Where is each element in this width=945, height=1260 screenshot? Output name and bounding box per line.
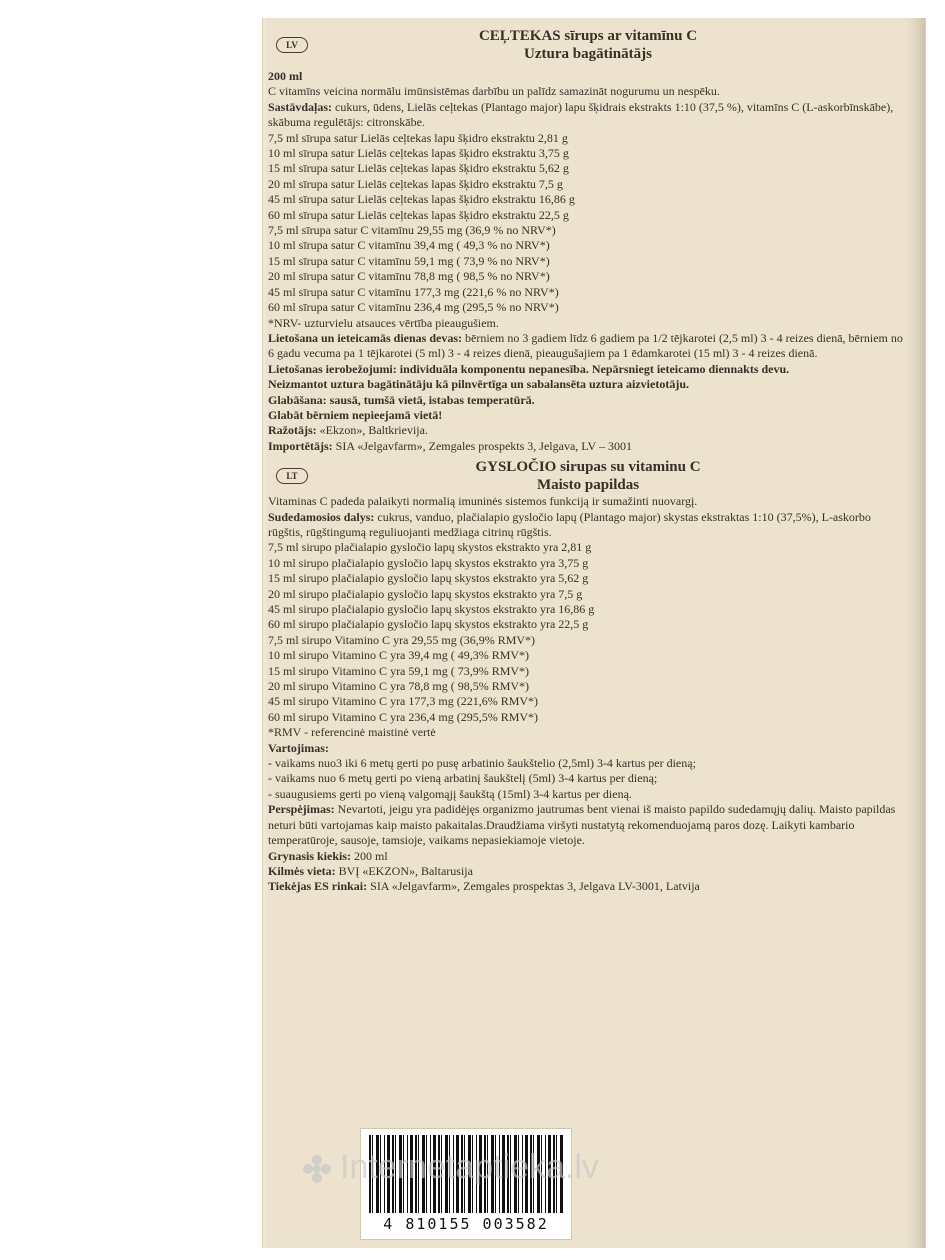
lt-claim: Vitaminas C padeda palaikyti normalią imuninės sistemos funkciją ir sumažinti nuovargį. [268, 494, 698, 509]
lv-warning: Neizmantot uztura bagātinātāju kā pilnvērtīga un sabalansēta uztura aizvietotāju. [268, 377, 689, 392]
lt-title: GYSLOČIO sirupas su vitaminu C [475, 459, 701, 476]
lv-line: 45 ml sīrupa satur Lielās ceļtekas lapas šķidro ekstraktu 16,86 g [268, 192, 575, 207]
lv-ingredients: Sastāvdaļas: cukurs, ūdens, Lielās ceļtekas (Plantago major) lapu šķidrais ekstrakts 1:10 (37,5 %), vitamīns C (L-askorbīnskābe), skābuma regulētājs: citronskābe. [268, 99, 894, 130]
lv-usage: Lietošana un ieteicamās dienas devas: bērniem no 3 gadiem līdz 6 gadiem pa 1/2 tējkarotei (2,5 ml) 3 - 4 reizes dienā, bērniem no 6 gadu vecuma pa 1 tējkarotei (5 ml) 3 - 4 reizes dienā, pieaugušajiem pa 1 ēdamkarotei (15 ml) 3 - 4 reizes dienā. [268, 330, 903, 361]
lt-line: 15 ml sirupo plačialapio gysločio lapų skystos ekstrakto yra 5,62 g [268, 571, 589, 586]
lt-line: 15 ml sirupo Vitamino C yra 59,1 mg ( 73,9% RMV*) [268, 663, 530, 678]
lv-line: 15 ml sīrupa satur Lielās ceļtekas lapas šķidro ekstraktu 5,62 g [268, 161, 569, 176]
label-text [268, 24, 908, 895]
lt-usage-line: - vaikams nuo 6 metų gerti po vieną arbatinį šaukštelį (5ml) 3-4 kartus per dieną; [268, 771, 658, 786]
lt-subtitle: Maisto papildas [536, 477, 640, 494]
watermark-text: Internetaptieka.lv [340, 1148, 599, 1186]
lt-line: 45 ml sirupo Vitamino C yra 177,3 mg (221,6% RMV*) [268, 694, 539, 709]
lv-line: 60 ml sīrupa satur Lielās ceļtekas lapas šķidro ekstraktu 22,5 g [268, 207, 569, 222]
lv-line: *NRV- uzturvielu atsauces vērtība pieaugušiem. [268, 315, 499, 330]
lt-line: 10 ml sirupo plačialapio gysločio lapų skystos ekstrakto yra 3,75 g [268, 555, 589, 570]
lv-line: 45 ml sīrupa satur C vitamīnu 177,3 mg (221,6 % no NRV*) [268, 284, 559, 299]
lt-line: 7,5 ml sirupo plačialapio gysločio lapų skystos ekstrakto yra 2,81 g [268, 540, 592, 555]
lt-warning: Perspėjimas: Nevartoti, jeigu yra padidėjęs organizmo jautrumas bent vienai iš maisto papildo sudedamųjų dalių. Maisto papildas neturi būti vartojamas kaip maisto pakaitalas.Draudžiama viršyti nustatytą rekomenduojamą paros dozę. Laikyti kambario temperatūroje, sausoje, tamsioje, vaikams nepasiekiamoje vietoje. [268, 802, 896, 848]
lv-line: 10 ml sīrupa satur C vitamīnu 39,4 mg ( 49,3 % no NRV*) [268, 238, 550, 253]
lt-line: 20 ml sirupo plačialapio gysločio lapų skystos ekstrakto yra 7,5 g [268, 586, 583, 601]
lv-storage: Glabāšana: sausā, tumšā vietā, istabas temperatūrā. [268, 392, 535, 407]
lv-line: 15 ml sīrupa satur C vitamīnu 59,1 mg ( 73,9 % no NRV*) [268, 253, 550, 268]
lv-line: 20 ml sīrupa satur Lielās ceļtekas lapas šķidro ekstraktu 7,5 g [268, 176, 563, 191]
lv-line: 7,5 ml sīrupa satur C vitamīnu 29,55 mg (36,9 % no NRV*) [268, 223, 556, 238]
package-edge-shadow [905, 18, 925, 1248]
lt-quantity: Grynasis kiekis: 200 ml [268, 848, 388, 863]
lt-origin: Kilmės vieta: BVĮ «EKZON», Baltarusija [268, 863, 473, 878]
lt-line: *RMV - referencinė maistinė vertė [268, 725, 436, 740]
lt-line: 20 ml sirupo Vitamino C yra 78,8 mg ( 98,5% RMV*) [268, 679, 530, 694]
lt-usage-line: - vaikams nuo3 iki 6 metų gerti po pusę arbatinio šaukštelio (2,5ml) 3-4 kartus per dieną; [268, 756, 696, 771]
lv-volume: 200 ml [268, 69, 303, 83]
lv-restrictions: Lietošanas ierobežojumi: individuāla komponentu nepanesība. Nepārsniegt ieteicamo diennakts devu. [268, 361, 790, 376]
lt-badge: LT [276, 468, 308, 484]
lv-importer: Importētājs: SIA «Jelgavfarm», Zemgales prospekts 3, Jelgava, LV – 3001 [268, 438, 632, 453]
lt-line: 60 ml sirupo Vitamino C yra 236,4 mg (295,5% RMV*) [268, 709, 539, 724]
lv-children: Glabāt bērniem nepieejamā vietā! [268, 407, 443, 422]
lv-title: CEĻTEKAS sīrups ar vitamīnu C [478, 28, 698, 44]
lv-header [268, 27, 908, 63]
lt-line: 45 ml sirupo plačialapio gysločio lapų skystos ekstrakto yra 16,86 g [268, 602, 595, 616]
lv-line: 7,5 ml sīrupa satur Lielās ceļtekas lapu šķidro ekstraktu 2,81 g [268, 130, 568, 145]
lt-line: 10 ml sirupo Vitamino C yra 39,4 mg ( 49,3% RMV*) [268, 648, 530, 663]
pharmacy-logo-icon [300, 1152, 334, 1186]
lv-badge: LV [276, 37, 308, 53]
lt-usage-line: - suaugusiems gerti po vieną valgomąjį šaukštą (15ml) 3-4 kartus per dieną. [268, 786, 632, 801]
lv-subtitle: Uztura bagātinātājs [524, 46, 652, 62]
lv-claim: C vitamīns veicina normālu imūnsistēmas darbību un palīdz samazināt nogurumu un nespēku. [268, 84, 720, 99]
lv-line: 10 ml sīrupa satur Lielās ceļtekas lapas šķidro ekstraktu 3,75 g [268, 146, 569, 161]
lv-line: 20 ml sīrupa satur C vitamīnu 78,8 mg ( 98,5 % no NRV*) [268, 269, 550, 284]
lt-dosage-list [268, 540, 908, 740]
lt-header [268, 458, 908, 494]
lt-supplier: Tiekėjas ES rinkai: SIA «Jelgavfarm», Zemgales prospektas 3, Jelgava LV-3001, Latvija [268, 879, 700, 894]
lv-maker: Ražotājs: «Ekzon», Baltkrievija. [268, 423, 428, 438]
lt-usage-label: Vartojimas: [268, 740, 329, 755]
barcode-digits: 4 810155 003582 [383, 1215, 549, 1233]
watermark [300, 1148, 640, 1192]
lv-dosage-list [268, 131, 908, 331]
lv-line: 60 ml sīrupa satur C vitamīnu 236,4 mg (295,5 % no NRV*) [268, 300, 559, 315]
lt-ingredients: Sudedamosios dalys: cukrus, vanduo, plačialapio gysločio lapų (Plantago major) skystas ekstraktas 1:10 (37,5%), L-askorbo rūgštis, rūgštingumą reguliuojanti medžiaga citrinų rūgštis. [268, 509, 871, 539]
lt-line: 7,5 ml sirupo Vitamino C yra 29,55 mg (36,9% RMV*) [268, 632, 536, 647]
lt-line: 60 ml sirupo plačialapio gysločio lapų skystos ekstrakto yra 22,5 g [268, 617, 589, 632]
